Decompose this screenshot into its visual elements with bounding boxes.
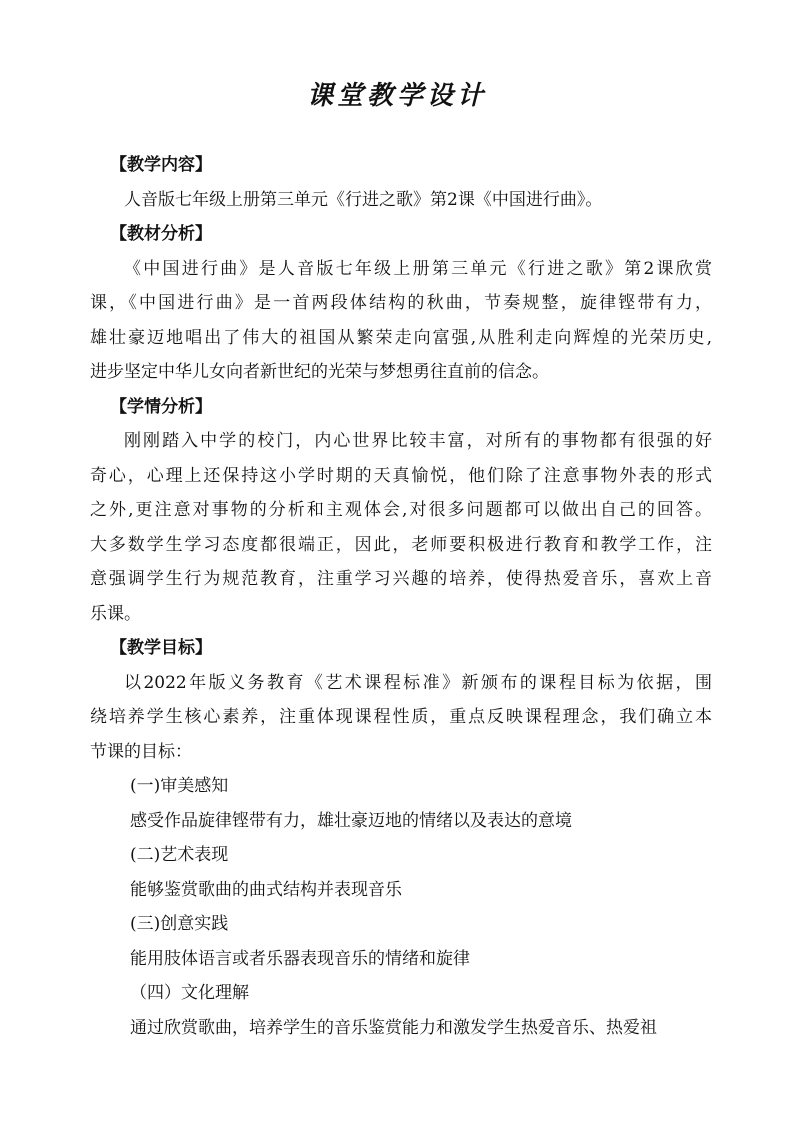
paragraph-line: 大多数学生学习态度都很端正，因此，老师要积极进行教育和教学工作，注: [90, 534, 712, 555]
paragraph-line: 进步坚定中华儿女向者新世纪的光荣与梦想勇往直前的信念。: [90, 362, 549, 382]
goal-label: (三)创意实践: [130, 914, 229, 934]
paragraph-line: 奇心，心理上还保持这小学时期的天真愉悦，他们除了注意事物外表的形式: [90, 465, 712, 486]
goal-label: （四）文化理解: [130, 983, 249, 1003]
section-heading-content: 【教学内容】: [110, 155, 212, 175]
paragraph-line: 绕培养学生核心素养，注重体现课程性质，重点反映课程理念，我们确立本: [90, 707, 712, 727]
goal-text: 能够鉴赏歌曲的曲式结构并表现音乐: [130, 879, 402, 900]
paragraph-line: 乐课。: [90, 603, 141, 624]
goal-label: (二)艺术表现: [130, 845, 229, 865]
paragraph-line: 雄壮豪迈地唱出了伟大的祖国从繁荣走向富强,从胜利走向辉煌的光荣历史,: [90, 327, 712, 348]
document-body: [90, 148, 712, 1045]
paragraph-line: 《中国进行曲》是人音版七年级上册第三单元《行进之歌》第2课欣赏: [124, 258, 712, 279]
paragraph-line: 以2022年版义务教育《艺术课程标准》新颁布的课程目标为依据，围: [124, 672, 712, 693]
goal-text: 感受作品旋律铿带有力，雄壮豪迈地的情绪以及表达的意境: [130, 810, 572, 831]
paragraph-line: 意强调学生行为规范教育，注重学习兴趣的培养，使得热爱音乐，喜欢上音: [90, 569, 712, 589]
section-heading-students: 【学情分析】: [110, 396, 212, 417]
section-heading-material: 【教材分析】: [110, 224, 212, 244]
goal-label: (一)审美感知: [130, 776, 229, 796]
section-heading-goals: 【教学目标】: [110, 638, 212, 658]
paragraph-line: 课，《中国进行曲》是一首两段体结构的秋曲，节奏规整，旋律铿带有力，: [90, 293, 712, 313]
page-title: 课堂教学设计: [306, 81, 487, 111]
goal-text: 通过欣赏歌曲，培养学生的音乐鉴赏能力和激发学生热爱音乐、热爱祖: [130, 1017, 657, 1038]
goal-text: 能用肢体语言或者乐器表现音乐的情绪和旋律: [130, 948, 470, 969]
paragraph-line: 节课的目标：: [90, 741, 192, 762]
paragraph-line: 人音版七年级上册第三单元《行进之歌》第2课《中国进行曲》。: [124, 189, 603, 210]
paragraph-line: 刚刚踏入中学的校门，内心世界比较丰富，对所有的事物都有很强的好: [124, 431, 712, 451]
paragraph-line: 之外,更注意对事物的分析和主观体会,对很多问题都可以做出自己的回答。: [90, 500, 712, 520]
